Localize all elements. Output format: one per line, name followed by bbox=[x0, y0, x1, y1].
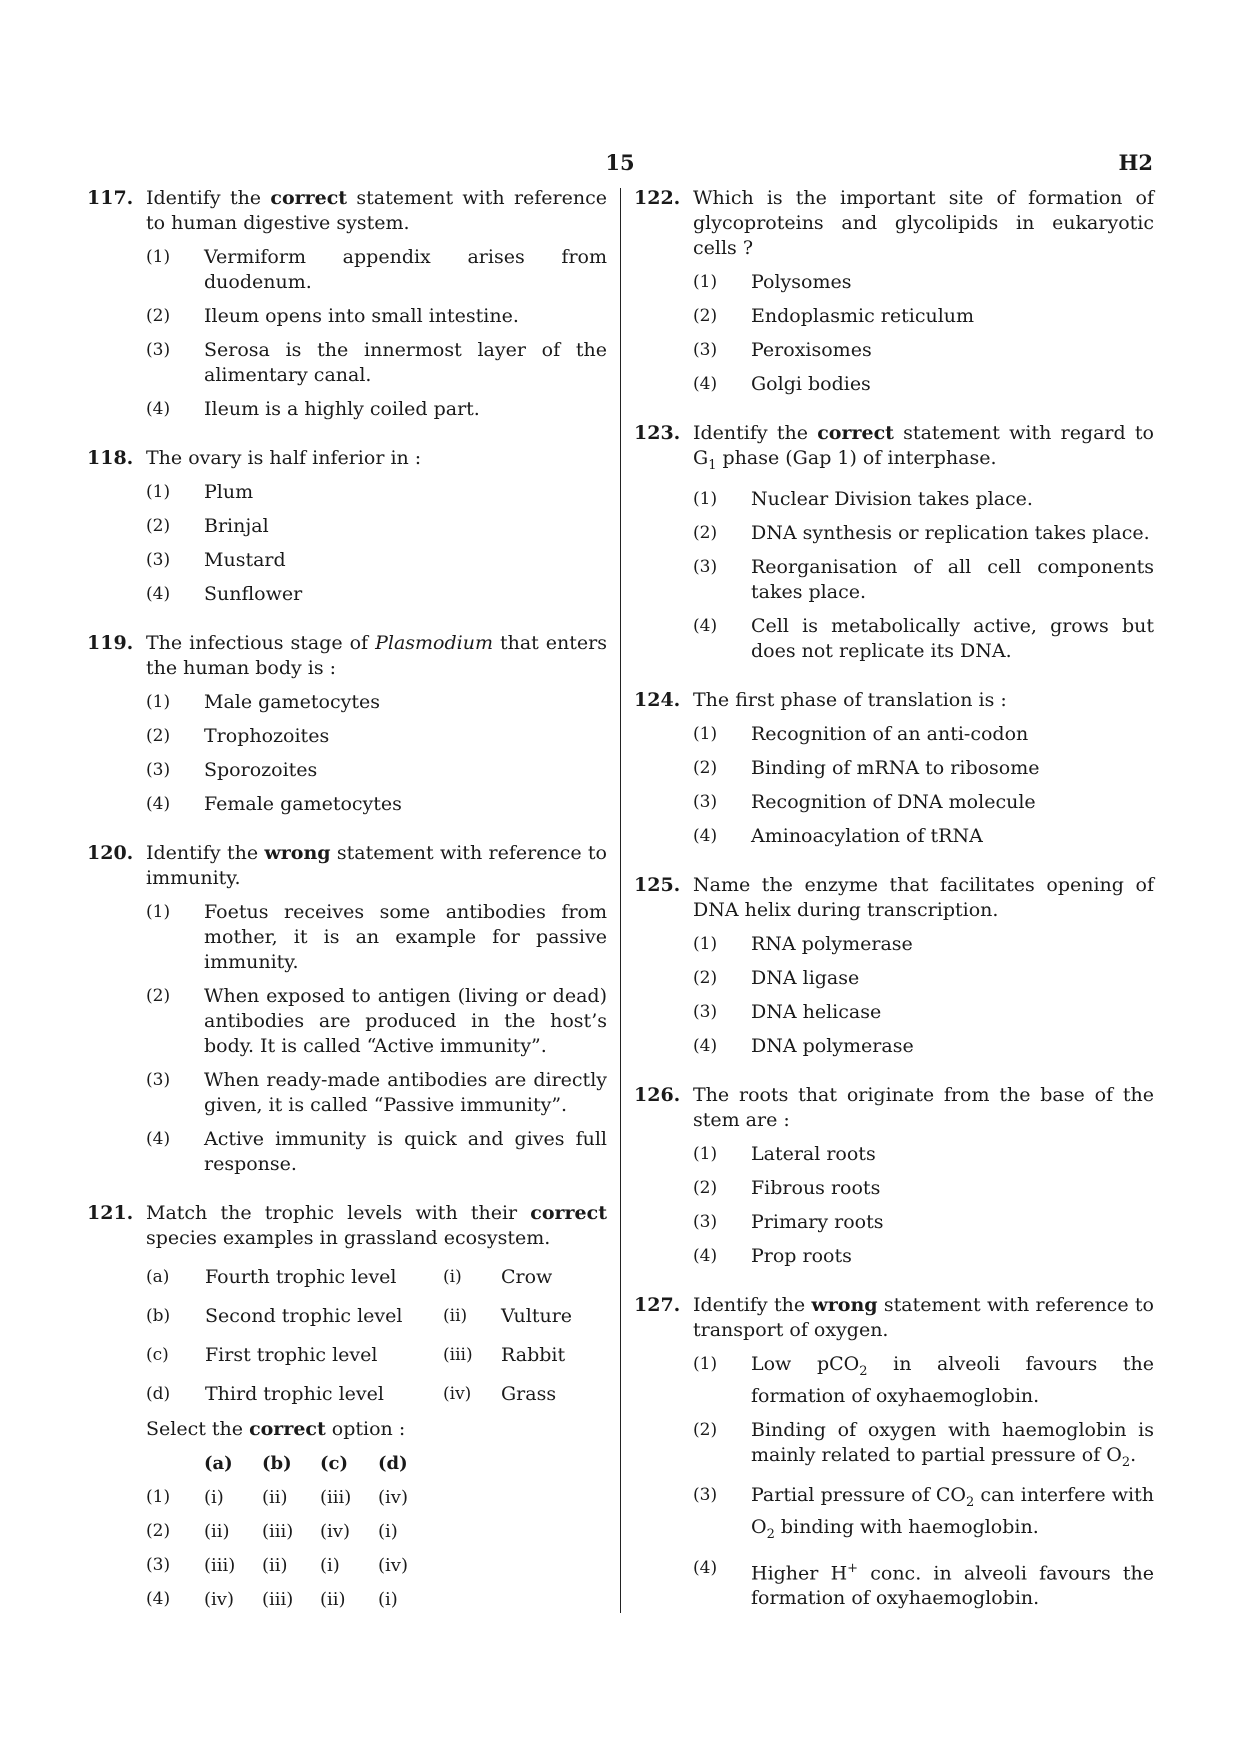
question-120 bbox=[87, 841, 607, 1177]
question-number: 118. bbox=[87, 447, 134, 469]
question-127 bbox=[634, 1293, 1154, 1612]
question-text: The roots that originate from the base of the stem are : bbox=[693, 1083, 1154, 1131]
answer-option[interactable]: (3) (iii) (ii) (i) (iv) bbox=[146, 1555, 408, 1576]
question-number: 127. bbox=[634, 1293, 681, 1316]
question-text: Identify the wrong statement with reference to transport of oxygen. bbox=[693, 1293, 1154, 1341]
option[interactable]: (4) DNA polymerase bbox=[693, 1034, 914, 1057]
question-text: The ovary is half inferior in : bbox=[146, 447, 422, 469]
option[interactable]: (2) DNA synthesis or replication takes place. bbox=[693, 521, 1150, 544]
question-number: 121. bbox=[87, 1202, 134, 1224]
question-number: 125. bbox=[634, 873, 681, 896]
question-number: 123. bbox=[634, 422, 681, 444]
option[interactable]: (2) Trophozoites bbox=[146, 725, 330, 747]
option[interactable]: (2) Ileum opens into small intestine. bbox=[146, 305, 519, 327]
option[interactable]: (3) Peroxisomes bbox=[693, 339, 872, 361]
match-row: (b) Second trophic level (ii) Vulture bbox=[146, 1305, 573, 1327]
page-number: 15 bbox=[605, 150, 635, 175]
question-119 bbox=[87, 631, 607, 817]
question-122 bbox=[634, 186, 1154, 397]
option[interactable]: (1) Polysomes bbox=[693, 271, 852, 293]
option[interactable]: (2) Binding of mRNA to ribosome bbox=[693, 756, 1040, 779]
question-118 bbox=[87, 446, 607, 607]
question-text: Identify the wrong statement with reference to immunity. bbox=[146, 842, 607, 889]
option[interactable]: (4) Ileum is a highly coiled part. bbox=[146, 398, 480, 420]
option[interactable]: (2) When exposed to antigen (living or dead) antibodies are produced in the host’s body. It is called “Active immunity”. bbox=[146, 985, 607, 1057]
option[interactable]: (2) Endoplasmic reticulum bbox=[693, 305, 975, 327]
option[interactable]: (1) Recognition of an anti-codon bbox=[693, 722, 1029, 745]
option[interactable]: (4) Aminoacylation of tRNA bbox=[693, 824, 983, 847]
option[interactable]: (3) Reorganisation of all cell components takes place. bbox=[693, 555, 1154, 603]
answer-option[interactable]: (4) (iv) (iii) (ii) (i) bbox=[146, 1589, 398, 1610]
question-121 bbox=[87, 1201, 607, 1612]
option[interactable]: (1) Low pCO$_2$ in alveoli favours the formation of oxyhaemoglobin. bbox=[693, 1352, 1154, 1407]
question-123 bbox=[634, 421, 1154, 664]
option[interactable]: (3) Partial pressure of $CO_2$ can interfere with $O_2$ binding with haemoglobin. bbox=[693, 1484, 1155, 1542]
option[interactable]: (1) Lateral roots bbox=[693, 1142, 876, 1165]
right-column bbox=[634, 186, 1154, 1625]
question-number: 122. bbox=[634, 187, 681, 209]
question-number: 126. bbox=[634, 1083, 681, 1106]
option[interactable]: (3) Primary roots bbox=[693, 1210, 884, 1233]
option[interactable]: (4) Prop roots bbox=[693, 1244, 852, 1267]
option[interactable]: (3) DNA helicase bbox=[693, 1000, 882, 1023]
question-text: Match the trophic levels with their correct species examples in grassland ecosystem. bbox=[146, 1202, 607, 1249]
answer-option[interactable]: (2) (ii) (iii) (iv) (i) bbox=[146, 1521, 398, 1542]
match-row: (c) First trophic level (iii) Rabbit bbox=[146, 1344, 566, 1366]
option[interactable]: (1) Nuclear Division takes place. bbox=[693, 487, 1033, 510]
option[interactable]: (2) Binding of oxygen with haemoglobin is mainly related to partial pressure of $O_2$. bbox=[693, 1418, 1154, 1470]
option[interactable]: (3) Sporozoites bbox=[146, 759, 318, 781]
question-124 bbox=[634, 688, 1154, 849]
question-126 bbox=[634, 1083, 1154, 1269]
question-number: 120. bbox=[87, 842, 134, 864]
question-text: Identify the correct statement with reference to human digestive system. bbox=[146, 187, 608, 234]
option[interactable]: (3) When ready-made antibodies are directly given, it is called “Passive immunity”. bbox=[146, 1069, 607, 1116]
column-divider bbox=[620, 188, 621, 1613]
question-text: Which is the important site of formation of glycoproteins and glycolipids in eukaryotic cells ? bbox=[693, 187, 1154, 259]
question-text: Name the enzyme that facilitates opening of DNA helix during transcription. bbox=[693, 873, 1154, 921]
option[interactable]: (4) Golgi bodies bbox=[693, 373, 871, 395]
booklet-code: H2 bbox=[1118, 150, 1153, 175]
question-text: The first phase of translation is : bbox=[693, 688, 1007, 711]
option[interactable]: (3) Recognition of DNA molecule bbox=[693, 790, 1036, 813]
option[interactable]: (1) Plum bbox=[146, 481, 254, 503]
option[interactable]: (1) Foetus receives some antibodies from mother, it is an example for passive immunity. bbox=[146, 901, 607, 973]
option[interactable]: (1) Male gametocytes bbox=[146, 691, 380, 713]
option[interactable]: (4) Higher H+ conc. in alveoli favours the formation of oxyhaemoglobin. bbox=[693, 1557, 1155, 1610]
option[interactable]: (4) Female gametocytes bbox=[146, 793, 402, 815]
answer-grid-header: (a) (b) (c) (d) bbox=[204, 1453, 408, 1474]
option[interactable]: (4) Cell is metabolically active, grows but does not replicate its DNA. bbox=[693, 614, 1154, 662]
question-number: 117. bbox=[87, 187, 134, 209]
option[interactable]: (2) Brinjal bbox=[146, 515, 269, 537]
answer-option[interactable]: (1) (i) (ii) (iii) (iv) bbox=[146, 1487, 408, 1508]
question-text: Identify the correct statement with regard to $G_1$ phase (Gap 1) of interphase. bbox=[693, 422, 1154, 473]
question-125 bbox=[634, 873, 1154, 1059]
select-instruction: Select the correct option : bbox=[146, 1418, 406, 1440]
option[interactable]: (1) RNA polymerase bbox=[693, 932, 913, 955]
option[interactable]: (1) Vermiform appendix arises from duodenum. bbox=[146, 246, 607, 293]
question-text: The infectious stage of Plasmodium that enters the human body is : bbox=[146, 632, 607, 679]
option[interactable]: (4) Active immunity is quick and gives full response. bbox=[146, 1128, 607, 1175]
option[interactable]: (2) DNA ligase bbox=[693, 966, 860, 989]
option[interactable]: (3) Mustard bbox=[146, 549, 286, 571]
option[interactable]: (3) Serosa is the innermost layer of the alimentary canal. bbox=[146, 339, 607, 386]
option[interactable]: (2) Fibrous roots bbox=[693, 1176, 881, 1199]
question-number: 124. bbox=[634, 688, 681, 711]
left-column bbox=[87, 186, 607, 1626]
match-row: (d) Third trophic level (iv) Grass bbox=[146, 1383, 557, 1405]
option[interactable]: (4) Sunflower bbox=[146, 583, 303, 605]
match-row: (a) Fourth trophic level (i) Crow bbox=[146, 1266, 553, 1288]
question-number: 119. bbox=[87, 632, 134, 654]
question-117 bbox=[87, 186, 607, 422]
